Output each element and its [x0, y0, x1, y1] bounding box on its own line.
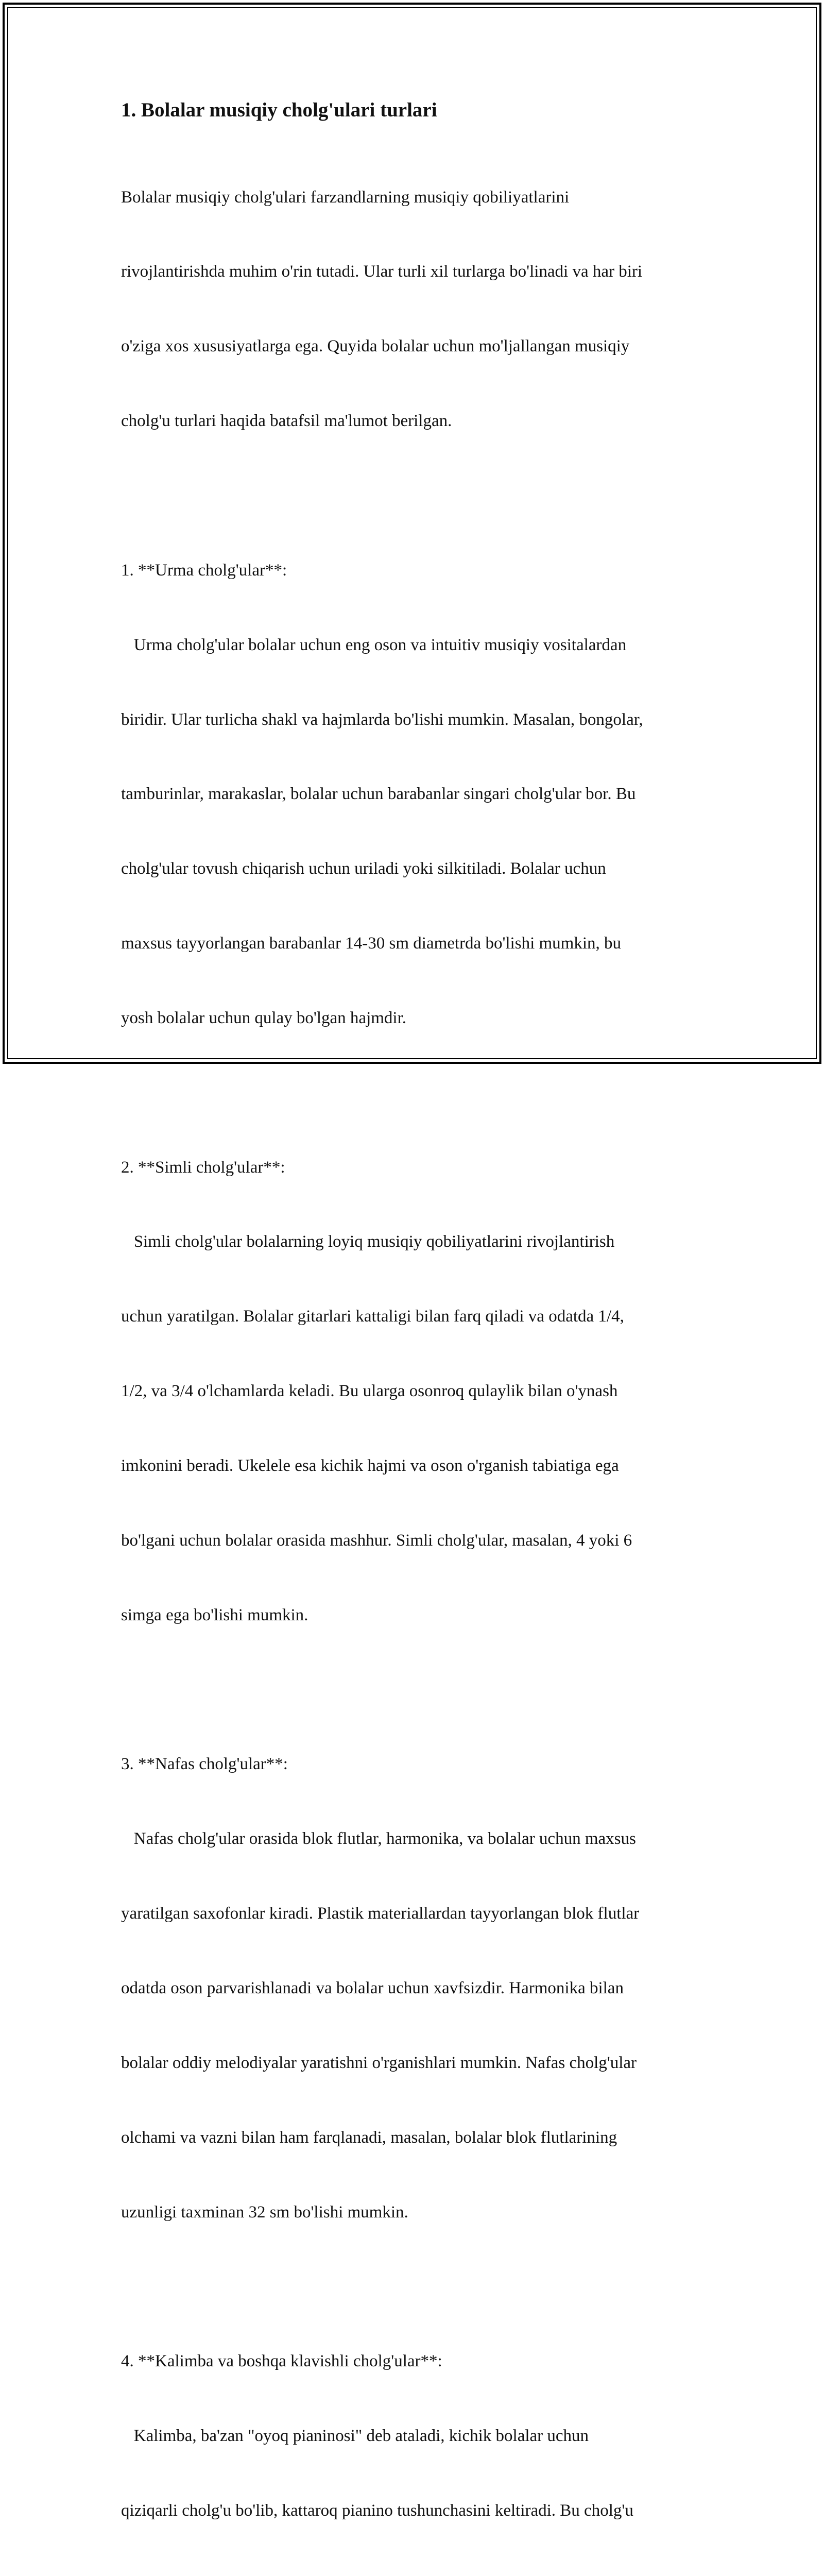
wind-paragraph — [121, 1702, 706, 2275]
text-line: tamburinlar, marakaslar, bolalar uchun barabanlar singari cholg'ular bor. Bu — [121, 785, 636, 804]
text-line: cholg'ular tovush chiqarish uchun uriladi yoki silkitiladi. Bolalar uchun — [121, 859, 606, 878]
text-line: 1/2, va 3/4 o'lchamlarda keladi. Bu ularga osonroq qulaylik bilan o'ynash — [121, 1382, 618, 1401]
keyboard-paragraph — [121, 2299, 706, 2576]
text-line: bo'lgani uchun bolalar orasida mashhur. Simli cholg'ular, masalan, 4 yoki 6 — [121, 1531, 632, 1550]
list-item-title: 2. **Simli cholg'ular**: — [121, 1158, 285, 1177]
text-line: yosh bolalar uchun qulay bo'lgan hajmdir. — [121, 1009, 407, 1028]
text-line: imkonini beradi. Ukelele esa kichik hajmi va oson o'rganish tabiatiga ega — [121, 1456, 619, 1476]
text-line: uzunligi taxminan 32 sm bo'lishi mumkin. — [121, 2202, 408, 2222]
text-line: Nafas cholg'ular orasida blok flutlar, harmonika, va bolalar uchun maxsus — [121, 1829, 636, 1849]
text-line: Simli cholg'ular bolalarning loyiq musiqiy qobiliyatlarini rivojlantirish — [121, 1232, 615, 1251]
text-line: yaratilgan saxofonlar kiradi. Plastik materiallardan tayyorlangan blok flutlar — [121, 1904, 640, 1923]
text-line: biridir. Ular turlicha shakl va hajmlarda bo'lishi mumkin. Masalan, bongolar, — [121, 710, 643, 729]
text-line: simga ega bo'lishi mumkin. — [121, 1605, 308, 1624]
text-line: Bolalar musiqiy cholg'ulari farzandlarning musiqiy qobiliyatlarini — [121, 188, 570, 207]
text-line: rivojlantirishda muhim o'rin tutadi. Ular turli xil turlarga bo'linadi va har biri — [121, 262, 643, 281]
text-line: maxsus tayyorlangan barabanlar 14-30 sm diametrda bo'lishi mumkin, bu — [121, 934, 621, 953]
text-line: uchun yaratilgan. Bolalar gitarlari kattaligi bilan farq qiladi va odatda 1/4, — [121, 1307, 624, 1326]
text-line — [121, 2573, 706, 2576]
text-line: odatda oson parvarishlanadi va bolalar uchun xavfsizdir. Harmonika bilan — [121, 1979, 624, 1998]
text-line: qiziqarli cholg'u bo'lib, kattaroq pianino tushunchasini keltiradi. Bu cholg'u — [121, 2501, 633, 2520]
section-heading: 1. Bolalar musiqiy cholg'ulari turlari — [121, 99, 437, 121]
list-item-title: 3. **Nafas cholg'ular**: — [121, 1755, 288, 1774]
text-line: cholg'u turlari haqida batafsil ma'lumot berilgan. — [121, 412, 452, 431]
list-item-title: 1. **Urma cholg'ular**: — [121, 561, 287, 580]
document-body — [121, 98, 706, 2576]
percussion-paragraph — [121, 508, 706, 1080]
list-item-title: 4. **Kalimba va boshqa klavishli cholg'ular**: — [121, 2352, 442, 2371]
intro-paragraph — [121, 135, 706, 483]
text-line: bolalar oddiy melodiyalar yaratishni o'rganishlari mumkin. Nafas cholg'ular — [121, 2053, 637, 2072]
text-line: o'ziga xos xususiyatlarga ega. Quyida bolalar uchun mo'ljallangan musiqiy — [121, 337, 630, 356]
text-line: Urma cholg'ular bolalar uchun eng oson va intuitiv musiqiy vositalardan — [121, 635, 627, 654]
string-paragraph — [121, 1105, 706, 1677]
text-line: Kalimba, ba'zan "oyoq pianinosi" deb ataladi, kichik bolalar uchun — [121, 2427, 589, 2446]
text-line: olchami va vazni bilan ham farqlanadi, masalan, bolalar blok flutlarining — [121, 2128, 617, 2147]
